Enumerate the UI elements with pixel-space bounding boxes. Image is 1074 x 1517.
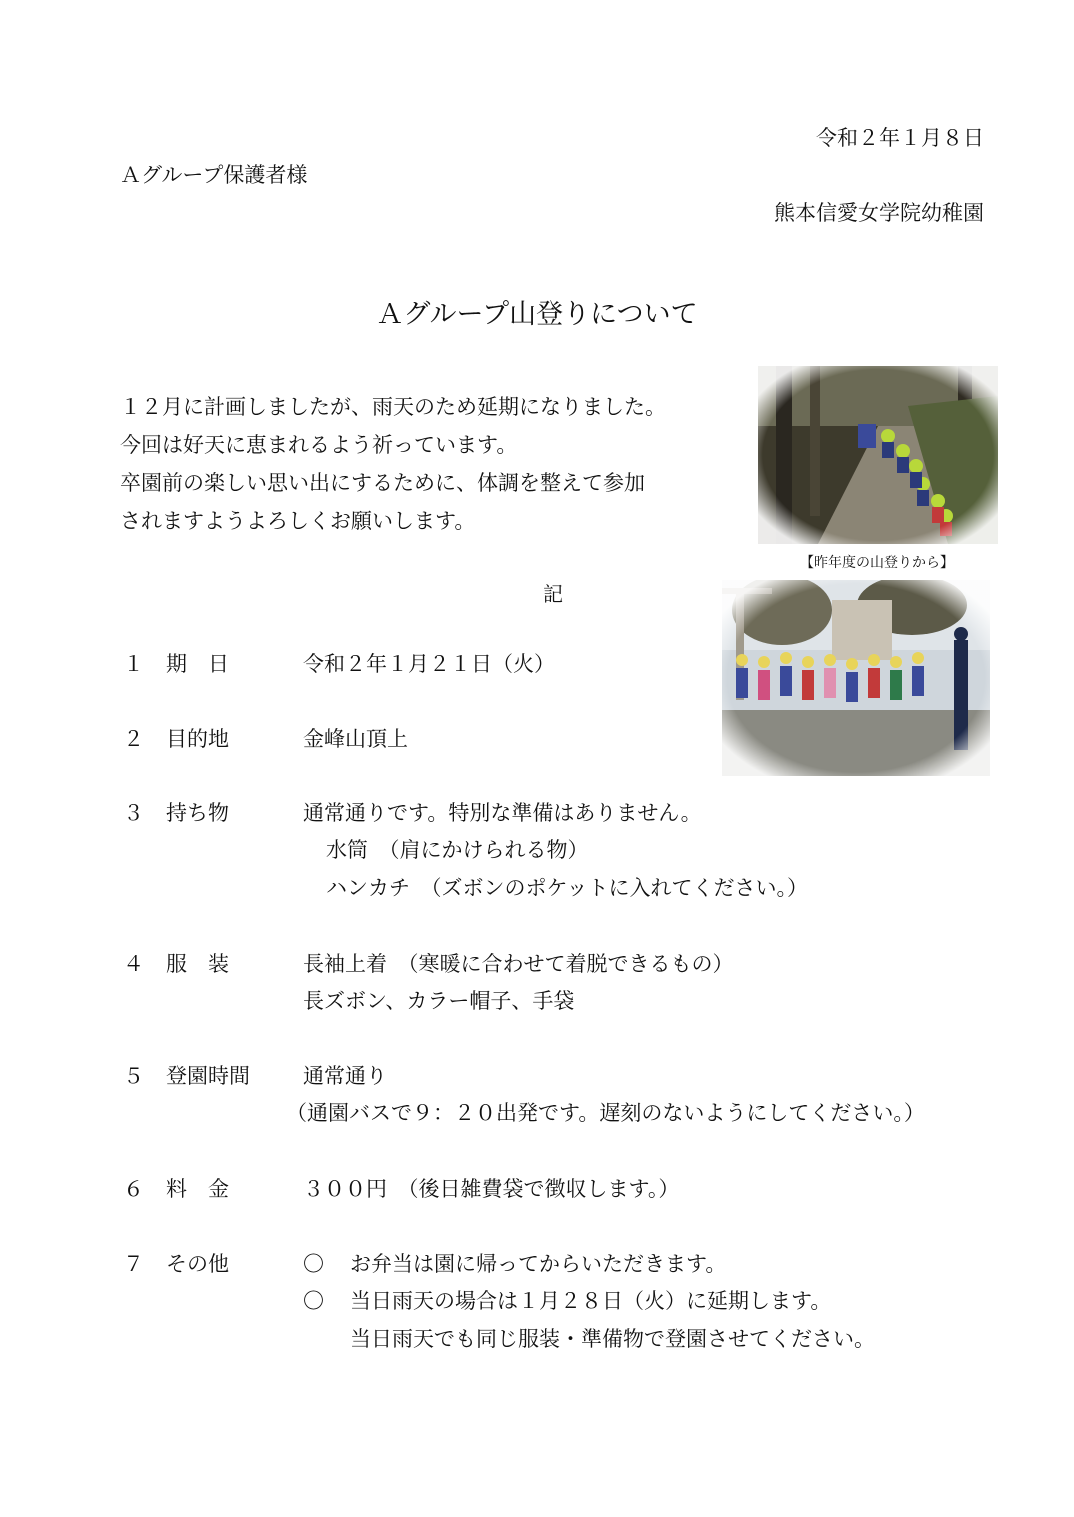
item-number: ３ — [123, 801, 144, 825]
item-value: お弁当は園に帰ってからいただきます。 — [350, 1252, 727, 1276]
item-number: １ — [123, 652, 144, 676]
item-number: ７ — [123, 1252, 144, 1276]
item-label-destination: 目的地 — [166, 727, 229, 751]
ki-heading: 記 — [543, 582, 563, 606]
document-title: Ａグループ山登りについて — [376, 299, 698, 330]
item-number: ２ — [123, 727, 144, 751]
item-number: ６ — [123, 1177, 144, 1201]
item-value: （通園バスで９：２０出発です。遅刻のないようにしてください。） — [286, 1101, 925, 1125]
item-label-fee: 料 金 — [166, 1177, 229, 1201]
intro-paragraph — [120, 388, 666, 540]
item-value: 水筒 （肩にかけられる物） — [326, 838, 589, 862]
item-value: 当日雨天の場合は１月２８日（火）に延期します。 — [350, 1289, 832, 1313]
photo-mountain-trail — [758, 366, 998, 544]
item-value: 長ズボン、カラー帽子、手袋 — [303, 989, 575, 1013]
photo-group-exercise — [722, 580, 990, 776]
item-label-belongings: 持ち物 — [166, 801, 229, 825]
item-value: 令和２年１月２１日（火） — [303, 652, 555, 676]
bullet-circle: 〇 — [303, 1252, 324, 1276]
intro-line: されますようよろしくお願いします。 — [120, 509, 476, 533]
photo-caption: 【昨年度の山登りから】 — [800, 555, 954, 571]
item-label-arrival-time: 登園時間 — [166, 1064, 250, 1088]
item-value: 長袖上着 （寒暖に合わせて着脱できるもの） — [303, 952, 734, 976]
addressee: Ａグループ保護者様 — [120, 163, 308, 187]
item-value: 通常通りです。特別な準備はありません。 — [303, 801, 702, 825]
intro-line: 今回は好天に恵まれるよう祈っています。 — [120, 433, 518, 457]
item-number: ４ — [123, 952, 144, 976]
item-value: 金峰山頂上 — [303, 727, 408, 751]
bullet-circle: 〇 — [303, 1289, 324, 1313]
intro-line: 卒園前の楽しい思い出にするために、体調を整えて参加 — [120, 471, 645, 495]
item-label-other: その他 — [166, 1252, 229, 1276]
item-label-clothing: 服 装 — [166, 952, 229, 976]
item-label-date: 期 日 — [166, 652, 229, 676]
item-value: 当日雨天でも同じ服装・準備物で登園させてください。 — [350, 1327, 875, 1351]
item-value: 通常通り — [303, 1064, 387, 1088]
item-value: ハンカチ （ズボンのポケットに入れてください。） — [326, 876, 808, 900]
item-value: ３００円 （後日雑費袋で徴収します。） — [303, 1177, 680, 1201]
intro-line: １２月に計画しましたが、雨天のため延期になりました。 — [120, 395, 666, 419]
document-date: 令和２年１月８日 — [816, 126, 984, 150]
item-number: ５ — [123, 1064, 144, 1088]
sender-name: 熊本信愛女学院幼稚園 — [774, 201, 984, 225]
